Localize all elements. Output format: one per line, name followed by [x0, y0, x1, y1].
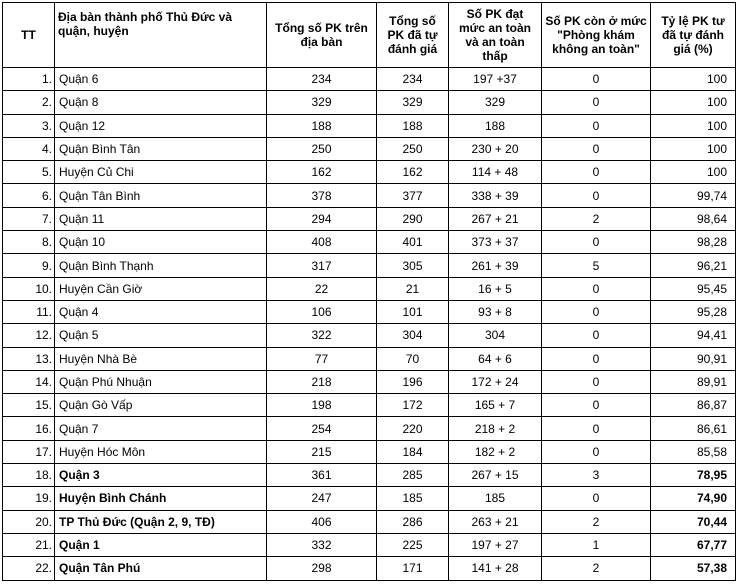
cell-rate: 78,95	[651, 464, 736, 487]
cell-unsafe: 0	[542, 114, 651, 137]
table-row	[3, 557, 736, 580]
table-row	[3, 231, 736, 254]
table-body	[3, 68, 736, 581]
cell-rate: 100	[651, 137, 736, 160]
table-row	[3, 184, 736, 207]
cell-area: Huyện Củ Chi	[55, 161, 267, 184]
cell-total: 77	[267, 347, 377, 370]
cell-area: Quận 4	[55, 300, 267, 323]
cell-unsafe: 0	[542, 394, 651, 417]
cell-unsafe: 0	[542, 347, 651, 370]
cell-rate: 100	[651, 91, 736, 114]
table-row	[3, 370, 736, 393]
cell-assessed: 162	[377, 161, 449, 184]
cell-rate: 100	[651, 68, 736, 91]
table-row	[3, 394, 736, 417]
table-row	[3, 510, 736, 533]
cell-tt: 12.	[3, 324, 55, 347]
cell-tt: 15.	[3, 394, 55, 417]
cell-assessed: 188	[377, 114, 449, 137]
cell-total: 298	[267, 557, 377, 580]
header-area: Địa bàn thành phố Thủ Đức và quận, huyện	[55, 3, 267, 68]
cell-total: 247	[267, 487, 377, 510]
cell-total: 215	[267, 440, 377, 463]
cell-tt: 13.	[3, 347, 55, 370]
cell-unsafe: 0	[542, 184, 651, 207]
cell-rate: 100	[651, 161, 736, 184]
cell-tt: 9.	[3, 254, 55, 277]
cell-tt: 21.	[3, 533, 55, 556]
cell-safe: 185	[449, 487, 542, 510]
table-row	[3, 417, 736, 440]
cell-safe: 182 + 2	[449, 440, 542, 463]
cell-total: 378	[267, 184, 377, 207]
cell-tt: 1.	[3, 68, 55, 91]
cell-total: 361	[267, 464, 377, 487]
cell-unsafe: 0	[542, 440, 651, 463]
table-row	[3, 464, 736, 487]
cell-assessed: 304	[377, 324, 449, 347]
cell-area: Huyện Nhà Bè	[55, 347, 267, 370]
header-safe: Số PK đạt mức an toàn và an toàn thấp	[449, 3, 542, 68]
cell-total: 198	[267, 394, 377, 417]
cell-assessed: 285	[377, 464, 449, 487]
table-row	[3, 68, 736, 91]
header-rate: Tỷ lệ PK tư đã tự đánh giá (%)	[651, 3, 736, 68]
cell-total: 332	[267, 533, 377, 556]
cell-total: 234	[267, 68, 377, 91]
table-row	[3, 207, 736, 230]
header-tt: TT	[3, 3, 55, 68]
cell-area: Quận Bình Tân	[55, 137, 267, 160]
cell-rate: 57,38	[651, 557, 736, 580]
header-total: Tổng số PK trên địa bàn	[267, 3, 377, 68]
cell-tt: 20.	[3, 510, 55, 533]
table-row	[3, 161, 736, 184]
cell-area: Huyện Hóc Môn	[55, 440, 267, 463]
cell-rate: 85,58	[651, 440, 736, 463]
cell-tt: 5.	[3, 161, 55, 184]
cell-total: 250	[267, 137, 377, 160]
cell-total: 254	[267, 417, 377, 440]
cell-unsafe: 0	[542, 161, 651, 184]
cell-total: 408	[267, 231, 377, 254]
cell-unsafe: 0	[542, 91, 651, 114]
cell-rate: 70,44	[651, 510, 736, 533]
cell-rate: 86,87	[651, 394, 736, 417]
cell-total: 106	[267, 300, 377, 323]
cell-tt: 4.	[3, 137, 55, 160]
table-row	[3, 91, 736, 114]
table-row	[3, 277, 736, 300]
cell-unsafe: 0	[542, 137, 651, 160]
table-row	[3, 347, 736, 370]
cell-safe: 64 + 6	[449, 347, 542, 370]
header-assessed: Tổng số PK đã tự đánh giá	[377, 3, 449, 68]
cell-safe: 188	[449, 114, 542, 137]
table-row	[3, 254, 736, 277]
cell-unsafe: 5	[542, 254, 651, 277]
cell-rate: 67,77	[651, 533, 736, 556]
cell-unsafe: 0	[542, 487, 651, 510]
cell-assessed: 329	[377, 91, 449, 114]
cell-total: 218	[267, 370, 377, 393]
cell-area: Quận Tân Bình	[55, 184, 267, 207]
cell-assessed: 171	[377, 557, 449, 580]
cell-rate: 74,90	[651, 487, 736, 510]
cell-unsafe: 0	[542, 231, 651, 254]
cell-area: Quận 3	[55, 464, 267, 487]
cell-assessed: 250	[377, 137, 449, 160]
cell-area: Quận 8	[55, 91, 267, 114]
table-row	[3, 137, 736, 160]
cell-assessed: 286	[377, 510, 449, 533]
header-row	[3, 3, 736, 68]
cell-total: 22	[267, 277, 377, 300]
cell-unsafe: 1	[542, 533, 651, 556]
table-row	[3, 487, 736, 510]
cell-tt: 18.	[3, 464, 55, 487]
cell-assessed: 305	[377, 254, 449, 277]
cell-safe: 172 + 24	[449, 370, 542, 393]
cell-safe: 373 + 37	[449, 231, 542, 254]
cell-tt: 14.	[3, 370, 55, 393]
cell-tt: 11.	[3, 300, 55, 323]
table-row	[3, 533, 736, 556]
cell-area: Huyện Bình Chánh	[55, 487, 267, 510]
cell-safe: 16 + 5	[449, 277, 542, 300]
cell-safe: 329	[449, 91, 542, 114]
cell-tt: 3.	[3, 114, 55, 137]
cell-rate: 90,91	[651, 347, 736, 370]
cell-safe: 165 + 7	[449, 394, 542, 417]
cell-tt: 17.	[3, 440, 55, 463]
cell-unsafe: 0	[542, 417, 651, 440]
cell-area: Quận Phú Nhuận	[55, 370, 267, 393]
cell-safe: 267 + 15	[449, 464, 542, 487]
table-row	[3, 300, 736, 323]
cell-assessed: 185	[377, 487, 449, 510]
cell-assessed: 401	[377, 231, 449, 254]
cell-tt: 16.	[3, 417, 55, 440]
cell-unsafe: 0	[542, 300, 651, 323]
cell-tt: 10.	[3, 277, 55, 300]
cell-assessed: 101	[377, 300, 449, 323]
cell-area: Quận 11	[55, 207, 267, 230]
cell-assessed: 172	[377, 394, 449, 417]
cell-rate: 86,61	[651, 417, 736, 440]
cell-area: Quận Bình Thạnh	[55, 254, 267, 277]
cell-area: Quận 10	[55, 231, 267, 254]
cell-assessed: 377	[377, 184, 449, 207]
cell-tt: 8.	[3, 231, 55, 254]
cell-safe: 114 + 48	[449, 161, 542, 184]
cell-tt: 6.	[3, 184, 55, 207]
cell-tt: 2.	[3, 91, 55, 114]
cell-area: Quận 12	[55, 114, 267, 137]
cell-rate: 99,74	[651, 184, 736, 207]
cell-rate: 95,28	[651, 300, 736, 323]
cell-tt: 7.	[3, 207, 55, 230]
cell-safe: 93 + 8	[449, 300, 542, 323]
cell-rate: 96,21	[651, 254, 736, 277]
cell-total: 329	[267, 91, 377, 114]
cell-area: Quận 6	[55, 68, 267, 91]
cell-rate: 94,41	[651, 324, 736, 347]
cell-unsafe: 2	[542, 510, 651, 533]
cell-assessed: 184	[377, 440, 449, 463]
cell-unsafe: 2	[542, 557, 651, 580]
header-unsafe: Số PK còn ở mức "Phòng khám không an toàn"	[542, 3, 651, 68]
cell-assessed: 70	[377, 347, 449, 370]
cell-total: 294	[267, 207, 377, 230]
cell-safe: 263 + 21	[449, 510, 542, 533]
cell-unsafe: 3	[542, 464, 651, 487]
table-row	[3, 440, 736, 463]
cell-safe: 338 + 39	[449, 184, 542, 207]
cell-safe: 304	[449, 324, 542, 347]
table-row	[3, 324, 736, 347]
cell-unsafe: 0	[542, 324, 651, 347]
clinic-assessment-table	[2, 2, 736, 581]
table-row	[3, 114, 736, 137]
cell-safe: 197 + 27	[449, 533, 542, 556]
cell-unsafe: 0	[542, 68, 651, 91]
cell-assessed: 21	[377, 277, 449, 300]
cell-tt: 19.	[3, 487, 55, 510]
cell-safe: 230 + 20	[449, 137, 542, 160]
cell-assessed: 220	[377, 417, 449, 440]
cell-safe: 261 + 39	[449, 254, 542, 277]
cell-rate: 98,64	[651, 207, 736, 230]
cell-total: 162	[267, 161, 377, 184]
cell-area: Quận 7	[55, 417, 267, 440]
cell-rate: 98,28	[651, 231, 736, 254]
cell-unsafe: 0	[542, 370, 651, 393]
cell-area: Quận Tân Phú	[55, 557, 267, 580]
cell-area: Quận Gò Vấp	[55, 394, 267, 417]
cell-total: 322	[267, 324, 377, 347]
cell-area: Quận 1	[55, 533, 267, 556]
cell-rate: 100	[651, 114, 736, 137]
cell-unsafe: 2	[542, 207, 651, 230]
cell-safe: 141 + 28	[449, 557, 542, 580]
cell-area: TP Thủ Đức (Quận 2, 9, TĐ)	[55, 510, 267, 533]
cell-rate: 89,91	[651, 370, 736, 393]
cell-tt: 22.	[3, 557, 55, 580]
cell-total: 188	[267, 114, 377, 137]
cell-unsafe: 0	[542, 277, 651, 300]
cell-assessed: 290	[377, 207, 449, 230]
cell-total: 317	[267, 254, 377, 277]
cell-total: 406	[267, 510, 377, 533]
cell-assessed: 234	[377, 68, 449, 91]
cell-area: Huyện Cần Giờ	[55, 277, 267, 300]
cell-safe: 197 +37	[449, 68, 542, 91]
cell-assessed: 225	[377, 533, 449, 556]
cell-safe: 218 + 2	[449, 417, 542, 440]
cell-assessed: 196	[377, 370, 449, 393]
cell-area: Quận 5	[55, 324, 267, 347]
cell-safe: 267 + 21	[449, 207, 542, 230]
cell-rate: 95,45	[651, 277, 736, 300]
